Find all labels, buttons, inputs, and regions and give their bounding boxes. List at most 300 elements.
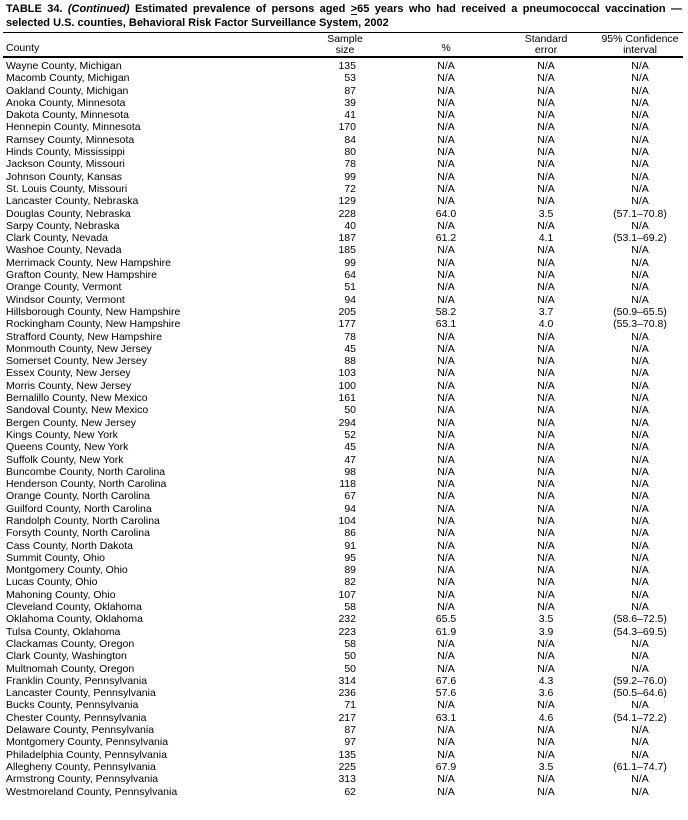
table-row — [0, 195, 688, 207]
cell-standard-error: N/A — [537, 514, 555, 527]
cell-confidence-interval: N/A — [631, 330, 649, 343]
cell-percent: 57.6 — [435, 687, 457, 700]
table-row — [0, 540, 688, 552]
cell-percent: N/A — [437, 256, 455, 269]
cell-sample-size: 97 — [344, 736, 356, 749]
table-title-line2: selected U.S. counties, Behavioral Risk Factor Surveillance System, 2002 — [6, 16, 389, 29]
cell-percent: N/A — [437, 490, 455, 503]
cell-county: Mahoning County, Ohio — [6, 588, 116, 601]
cell-confidence-interval: N/A — [631, 416, 649, 429]
cell-standard-error: N/A — [537, 724, 555, 737]
cell-confidence-interval: N/A — [631, 269, 649, 282]
cell-sample-size: 135 — [338, 60, 356, 72]
cell-county: Windsor County, Vermont — [6, 293, 125, 306]
cell-county: Oklahoma County, Oklahoma — [6, 613, 143, 626]
cell-standard-error: N/A — [537, 84, 555, 97]
cell-percent: N/A — [437, 133, 455, 146]
cell-sample-size: 161 — [338, 392, 356, 405]
table-row — [0, 626, 688, 638]
cell-sample-size: 185 — [338, 244, 356, 257]
table-row — [0, 109, 688, 121]
cell-standard-error: N/A — [537, 539, 555, 552]
cell-county: Suffolk County, New York — [6, 453, 124, 466]
table-row — [0, 343, 688, 355]
table-row — [0, 613, 688, 625]
cell-percent: 65.5 — [435, 613, 457, 626]
cell-county: Bergen County, New Jersey — [6, 416, 136, 429]
cell-sample-size: 58 — [344, 601, 356, 614]
cell-county: Cass County, North Dakota — [6, 539, 134, 552]
cell-standard-error: N/A — [537, 576, 555, 589]
cell-county: Lancaster County, Nebraska — [6, 195, 139, 208]
cell-confidence-interval: N/A — [631, 146, 649, 159]
cell-sample-size: 80 — [344, 146, 356, 159]
cell-county: Merrimack County, New Hampshire — [6, 256, 171, 269]
cell-county: Bucks County, Pennsylvania — [6, 699, 139, 712]
cell-county: Lucas County, Ohio — [6, 576, 98, 589]
cell-confidence-interval: N/A — [631, 478, 649, 491]
cell-confidence-interval: N/A — [631, 724, 649, 737]
table-row — [0, 576, 688, 588]
cell-confidence-interval: N/A — [631, 773, 649, 786]
cell-percent: 61.2 — [435, 232, 457, 245]
cell-standard-error: N/A — [537, 269, 555, 282]
cell-sample-size: 86 — [344, 527, 356, 540]
cell-county: Armstrong County, Pennsylvania — [6, 773, 159, 786]
cell-county: Bernalillo County, New Mexico — [6, 392, 148, 405]
cell-county: Essex County, New Jersey — [6, 367, 131, 380]
cell-standard-error: 4.6 — [538, 711, 554, 724]
table-row — [0, 515, 688, 527]
cell-confidence-interval: (57.1–70.8) — [613, 207, 667, 220]
table-row — [0, 773, 688, 785]
cell-sample-size: 98 — [344, 465, 356, 478]
cell-confidence-interval: N/A — [631, 441, 649, 454]
cell-county: Queens County, New York — [6, 441, 129, 454]
cell-standard-error: N/A — [537, 170, 555, 183]
cell-confidence-interval: N/A — [631, 367, 649, 380]
cell-confidence-interval: N/A — [631, 379, 649, 392]
table-row — [0, 589, 688, 601]
cell-sample-size: 40 — [344, 219, 356, 232]
table-row — [0, 786, 688, 798]
table-row — [0, 761, 688, 773]
cell-confidence-interval: N/A — [631, 195, 649, 208]
table-row — [0, 367, 688, 379]
cell-percent: N/A — [437, 662, 455, 675]
title-continued: (Continued) — [67, 3, 130, 15]
cell-percent: N/A — [437, 441, 455, 454]
cell-county: Forsyth County, North Carolina — [6, 527, 150, 540]
cell-percent: 61.9 — [435, 625, 457, 638]
cell-standard-error: 3.9 — [538, 625, 554, 638]
cell-confidence-interval: N/A — [631, 601, 649, 614]
cell-standard-error: N/A — [537, 601, 555, 614]
cell-percent: N/A — [437, 60, 455, 72]
cell-sample-size: 99 — [344, 170, 356, 183]
cell-county: Oakland County, Michigan — [6, 84, 129, 97]
cell-standard-error: N/A — [537, 60, 555, 72]
cell-county: Kings County, New York — [6, 428, 118, 441]
cell-percent: N/A — [437, 416, 455, 429]
table-row — [0, 97, 688, 109]
greater-equal-symbol: > — [350, 3, 358, 15]
cell-sample-size: 294 — [338, 416, 356, 429]
cell-confidence-interval: N/A — [631, 502, 649, 515]
cell-county: Summit County, Ohio — [6, 551, 106, 564]
cell-standard-error: N/A — [537, 699, 555, 712]
cell-percent: N/A — [437, 392, 455, 405]
cell-standard-error: N/A — [537, 256, 555, 269]
table-row — [0, 355, 688, 367]
table-row — [0, 490, 688, 502]
cell-sample-size: 50 — [344, 650, 356, 663]
cell-percent: N/A — [437, 453, 455, 466]
column-headers — [3, 33, 683, 58]
cell-county: Johnson County, Kansas — [6, 170, 122, 183]
cell-county: Rockingham County, New Hampshire — [6, 318, 181, 331]
table-row — [0, 687, 688, 699]
table-row — [0, 527, 688, 539]
cell-county: Lancaster County, Pennsylvania — [6, 687, 156, 700]
cell-sample-size: 314 — [338, 674, 356, 687]
cell-county: Multnomah County, Oregon — [6, 662, 135, 675]
table-row — [0, 171, 688, 183]
cell-confidence-interval: N/A — [631, 662, 649, 675]
cell-sample-size: 82 — [344, 576, 356, 589]
cell-percent: N/A — [437, 502, 455, 515]
table-row — [0, 158, 688, 170]
table-body — [0, 58, 688, 798]
cell-sample-size: 67 — [344, 490, 356, 503]
cell-standard-error: N/A — [537, 428, 555, 441]
cell-standard-error: 3.7 — [538, 305, 554, 318]
cell-percent: 67.6 — [435, 674, 457, 687]
cell-county: Delaware County, Pennsylvania — [6, 724, 155, 737]
cell-county: Randolph County, North Carolina — [6, 514, 160, 527]
cell-percent: N/A — [437, 724, 455, 737]
title-text-a: Estimated prevalence of persons aged — [134, 3, 346, 15]
table-row — [0, 429, 688, 441]
cell-percent: N/A — [437, 699, 455, 712]
cell-standard-error: N/A — [537, 773, 555, 786]
cell-confidence-interval: (50.5–64.6) — [613, 687, 667, 700]
cell-county: Montgomery County, Ohio — [6, 564, 128, 577]
cell-percent: N/A — [437, 785, 455, 798]
cell-standard-error: N/A — [537, 527, 555, 540]
cell-percent: N/A — [437, 330, 455, 343]
cell-confidence-interval: N/A — [631, 170, 649, 183]
cell-standard-error: N/A — [537, 379, 555, 392]
table-title-line1 — [6, 3, 682, 17]
cell-standard-error: N/A — [537, 158, 555, 171]
table-row — [0, 564, 688, 576]
cell-confidence-interval: (58.6–72.5) — [613, 613, 667, 626]
table-row — [0, 663, 688, 675]
cell-confidence-interval: N/A — [631, 293, 649, 306]
table-row — [0, 650, 688, 662]
cell-county: Hillsborough County, New Hampshire — [6, 305, 181, 318]
cell-county: Montgomery County, Pennsylvania — [6, 736, 169, 749]
cell-percent: N/A — [437, 478, 455, 491]
cell-county: Clackamas County, Oregon — [6, 637, 135, 650]
cell-standard-error: N/A — [537, 182, 555, 195]
table-row — [0, 244, 688, 256]
table-row — [0, 232, 688, 244]
cell-county: Hinds County, Mississippi — [6, 146, 125, 159]
cell-percent: N/A — [437, 367, 455, 380]
cell-standard-error: N/A — [537, 355, 555, 368]
cell-sample-size: 99 — [344, 256, 356, 269]
table-row — [0, 724, 688, 736]
cell-percent: N/A — [437, 121, 455, 134]
cell-percent: N/A — [437, 244, 455, 257]
cell-percent: 63.1 — [435, 711, 457, 724]
cell-county: Clark County, Washington — [6, 650, 127, 663]
cell-sample-size: 107 — [338, 588, 356, 601]
cell-standard-error: N/A — [537, 564, 555, 577]
cell-confidence-interval: N/A — [631, 551, 649, 564]
table-row — [0, 749, 688, 761]
cell-sample-size: 41 — [344, 109, 356, 122]
cell-confidence-interval: N/A — [631, 785, 649, 798]
cell-confidence-interval: N/A — [631, 564, 649, 577]
cell-county: Chester County, Pennsylvania — [6, 711, 147, 724]
cell-percent: N/A — [437, 281, 455, 294]
cell-confidence-interval: (54.1–72.2) — [613, 711, 667, 724]
table-row — [0, 380, 688, 392]
cell-county: Philadelphia County, Pennsylvania — [6, 748, 167, 761]
table-row — [0, 417, 688, 429]
cell-county: Buncombe County, North Carolina — [6, 465, 166, 478]
table-row — [0, 466, 688, 478]
cell-percent: N/A — [437, 195, 455, 208]
cell-standard-error: N/A — [537, 465, 555, 478]
cell-standard-error: N/A — [537, 133, 555, 146]
table-row — [0, 269, 688, 281]
cell-standard-error: 3.6 — [538, 687, 554, 700]
table-row — [0, 146, 688, 158]
table-row — [0, 281, 688, 293]
cell-confidence-interval: N/A — [631, 256, 649, 269]
cell-county: Dakota County, Minnesota — [6, 109, 129, 122]
table-row — [0, 699, 688, 711]
table-row — [0, 183, 688, 195]
cell-sample-size: 118 — [339, 478, 356, 491]
table-row — [0, 712, 688, 724]
cell-confidence-interval: N/A — [631, 121, 649, 134]
table-row — [0, 392, 688, 404]
table-row — [0, 134, 688, 146]
table-row — [0, 736, 688, 748]
cell-percent: N/A — [437, 182, 455, 195]
table-row — [0, 638, 688, 650]
cell-standard-error: 4.0 — [538, 318, 554, 331]
cell-confidence-interval: N/A — [631, 355, 649, 368]
cell-confidence-interval: N/A — [631, 404, 649, 417]
cell-sample-size: 170 — [338, 121, 356, 134]
cell-confidence-interval: N/A — [631, 490, 649, 503]
cell-percent: N/A — [437, 465, 455, 478]
cell-percent: N/A — [437, 576, 455, 589]
cell-standard-error: N/A — [537, 392, 555, 405]
table-row — [0, 220, 688, 232]
cell-percent: 64.0 — [435, 207, 457, 220]
cell-sample-size: 88 — [344, 355, 356, 368]
cell-standard-error: N/A — [537, 72, 555, 85]
cell-sample-size: 87 — [344, 724, 356, 737]
cell-confidence-interval: (50.9–65.5) — [613, 305, 667, 318]
cell-confidence-interval: (61.1–74.7) — [613, 760, 667, 773]
cell-standard-error: N/A — [537, 330, 555, 343]
table-row — [0, 72, 688, 84]
cell-standard-error: N/A — [537, 281, 555, 294]
table-row — [0, 306, 688, 318]
cell-sample-size: 135 — [338, 748, 356, 761]
cell-sample-size: 103 — [338, 367, 356, 380]
cell-percent: N/A — [437, 379, 455, 392]
cell-sample-size: 58 — [344, 637, 356, 650]
cell-confidence-interval: N/A — [631, 650, 649, 663]
cell-standard-error: N/A — [537, 650, 555, 663]
cell-sample-size: 232 — [338, 613, 356, 626]
cell-percent: N/A — [437, 170, 455, 183]
cell-percent: N/A — [437, 219, 455, 232]
cell-standard-error: N/A — [537, 342, 555, 355]
column-header-confidence-interval: 95% Confidence interval — [601, 33, 679, 56]
cell-percent: N/A — [437, 96, 455, 109]
cell-confidence-interval: N/A — [631, 182, 649, 195]
cell-county: Somerset County, New Jersey — [6, 355, 148, 368]
cell-county: Macomb County, Michigan — [6, 72, 130, 85]
cell-county: Ramsey County, Minnesota — [6, 133, 135, 146]
cell-confidence-interval: N/A — [631, 72, 649, 85]
cell-percent: 67.9 — [435, 760, 457, 773]
cell-sample-size: 187 — [338, 232, 356, 245]
cell-sample-size: 47 — [344, 453, 356, 466]
cell-county: Clark County, Nevada — [6, 232, 108, 245]
cell-sample-size: 45 — [344, 342, 356, 355]
cell-sample-size: 228 — [338, 207, 356, 220]
cell-standard-error: N/A — [537, 109, 555, 122]
cell-standard-error: N/A — [537, 588, 555, 601]
cell-sample-size: 84 — [344, 133, 356, 146]
table-row — [0, 318, 688, 330]
cell-county: Douglas County, Nebraska — [6, 207, 131, 220]
cell-confidence-interval: N/A — [631, 84, 649, 97]
cell-percent: N/A — [437, 146, 455, 159]
cell-percent: 58.2 — [435, 305, 457, 318]
cell-confidence-interval: N/A — [631, 96, 649, 109]
cell-sample-size: 217 — [338, 711, 356, 724]
cell-standard-error: N/A — [537, 441, 555, 454]
table-row — [0, 208, 688, 220]
cell-standard-error: N/A — [537, 453, 555, 466]
table-row — [0, 441, 688, 453]
table-row — [0, 478, 688, 490]
cell-percent: N/A — [437, 428, 455, 441]
title-text-b: 65 years who had received a pneumococcal vaccination — — [357, 3, 682, 15]
cell-county: Orange County, Vermont — [6, 281, 122, 294]
table-row — [0, 257, 688, 269]
cell-percent: N/A — [437, 293, 455, 306]
cell-sample-size: 45 — [344, 441, 356, 454]
cell-standard-error: N/A — [537, 219, 555, 232]
cell-sample-size: 91 — [344, 539, 356, 552]
cell-confidence-interval: N/A — [631, 392, 649, 405]
cell-percent: N/A — [437, 564, 455, 577]
cell-confidence-interval: (54.3–69.5) — [613, 625, 667, 638]
column-header-standard-error: Standard error — [524, 33, 568, 56]
cell-standard-error: N/A — [537, 736, 555, 749]
cell-standard-error: 4.1 — [538, 232, 554, 245]
cell-county: Hennepin County, Minnesota — [6, 121, 141, 134]
cell-confidence-interval: N/A — [631, 527, 649, 540]
cell-standard-error: N/A — [537, 416, 555, 429]
cell-percent: N/A — [437, 551, 455, 564]
cell-percent: N/A — [437, 355, 455, 368]
column-header-county: County — [6, 42, 40, 54]
cell-sample-size: 225 — [338, 760, 356, 773]
cell-sample-size: 236 — [338, 687, 356, 700]
cell-county: St. Louis County, Missouri — [6, 182, 128, 195]
cell-confidence-interval: (55.3–70.8) — [613, 318, 667, 331]
cell-standard-error: 3.5 — [538, 207, 554, 220]
cell-county: Sandoval County, New Mexico — [6, 404, 149, 417]
table-row — [0, 503, 688, 515]
cell-standard-error: N/A — [537, 502, 555, 515]
cell-sample-size: 205 — [338, 305, 356, 318]
cell-county: Monmouth County, New Jersey — [6, 342, 152, 355]
cell-confidence-interval: N/A — [631, 219, 649, 232]
cell-sample-size: 39 — [344, 96, 356, 109]
cell-standard-error: 4.3 — [538, 674, 554, 687]
cell-standard-error: N/A — [537, 637, 555, 650]
cell-sample-size: 94 — [344, 502, 356, 515]
cell-sample-size: 104 — [338, 514, 356, 527]
cell-confidence-interval: N/A — [631, 637, 649, 650]
cell-sample-size: 62 — [344, 785, 356, 798]
cell-confidence-interval: N/A — [631, 342, 649, 355]
cell-percent: N/A — [437, 514, 455, 527]
cell-county: Wayne County, Michigan — [6, 60, 122, 72]
cell-percent: N/A — [437, 601, 455, 614]
cell-confidence-interval: N/A — [631, 158, 649, 171]
cell-standard-error: N/A — [537, 96, 555, 109]
cell-county: Jackson County, Missouri — [6, 158, 125, 171]
cell-confidence-interval: N/A — [631, 539, 649, 552]
cell-county: Anoka County, Minnesota — [6, 96, 126, 109]
cell-confidence-interval: N/A — [631, 133, 649, 146]
cell-percent: N/A — [437, 588, 455, 601]
table-row — [0, 675, 688, 687]
cell-confidence-interval: N/A — [631, 588, 649, 601]
cell-confidence-interval: N/A — [631, 576, 649, 589]
cell-county: Orange County, North Carolina — [6, 490, 150, 503]
title-table-number: TABLE 34. — [6, 3, 63, 15]
cell-percent: N/A — [437, 158, 455, 171]
cell-confidence-interval: N/A — [631, 699, 649, 712]
cell-standard-error: 3.5 — [538, 760, 554, 773]
cell-standard-error: N/A — [537, 121, 555, 134]
cell-confidence-interval: N/A — [631, 748, 649, 761]
cell-confidence-interval: (53.1–69.2) — [613, 232, 667, 245]
cell-standard-error: N/A — [537, 748, 555, 761]
cell-standard-error: N/A — [537, 367, 555, 380]
cell-confidence-interval: N/A — [631, 281, 649, 294]
cell-confidence-interval: (59.2–76.0) — [613, 674, 667, 687]
cell-percent: N/A — [437, 527, 455, 540]
